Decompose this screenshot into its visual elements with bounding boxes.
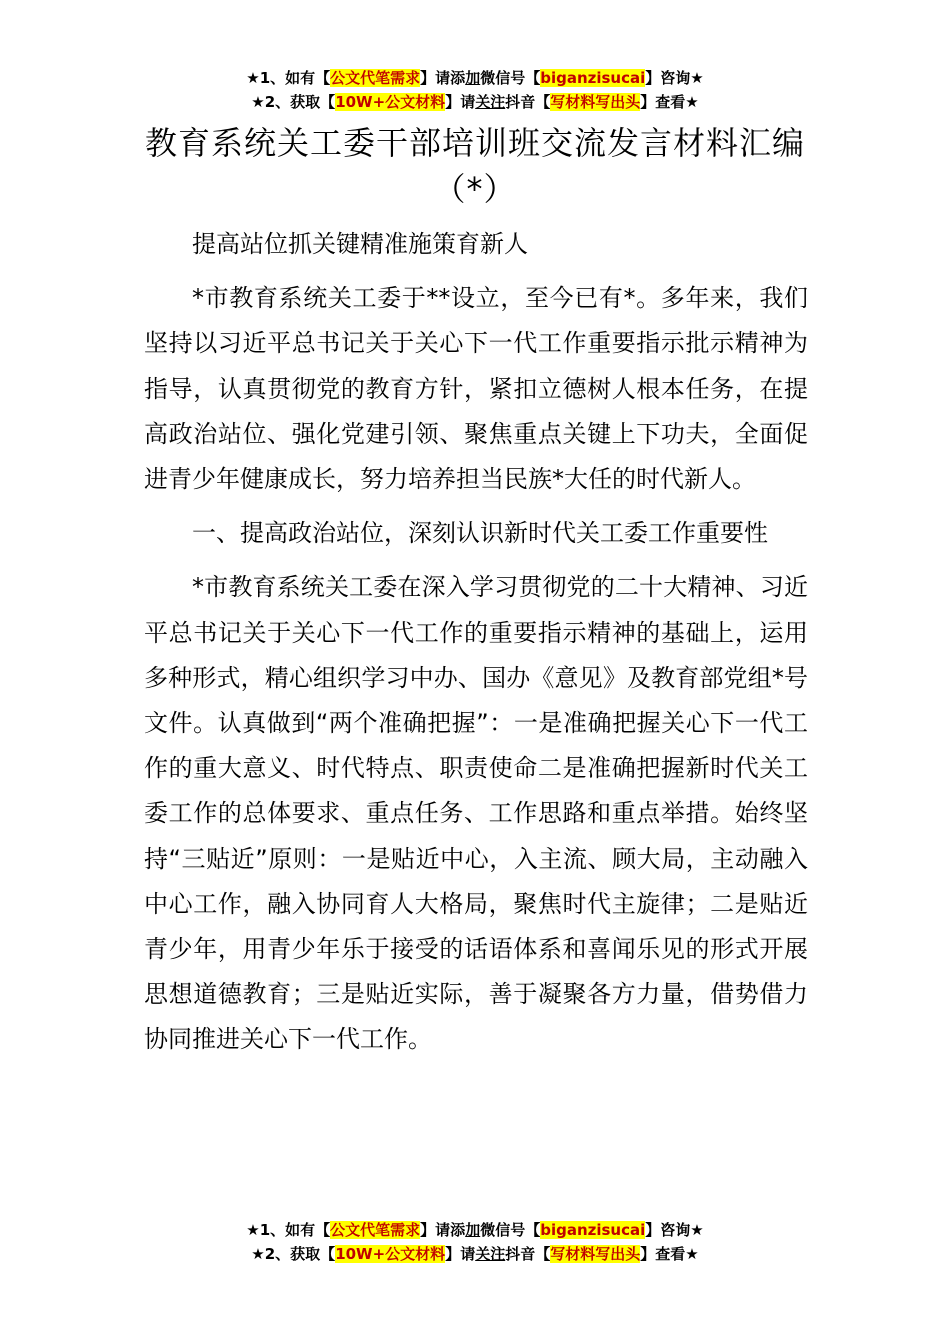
promo-line-1: ★1、如有【公文代笔需求】请添加微信号【biganzisucai】咨询★ <box>246 69 704 87</box>
wechat-id-highlight: biganzisucai <box>540 1221 646 1239</box>
top-promo-banner <box>0 66 950 114</box>
promo-line-2: ★2、获取【10W+公文材料】请关注抖音【写材料写出头】查看★ <box>251 93 699 111</box>
paragraph-intro: *市教育系统关工委于**设立，至今已有*。多年来，我们坚持以习近平总书记关于关心下一代工作重要指示批示精神为指导，认真贯彻党的教育方针，紧扣立德树人根本任务，在提高政治站位、强化党建引领、聚焦重点关键上下功夫，全面促进青少年健康成长，努力培养担当民族*大任的时代新人。 <box>144 284 808 494</box>
bottom-promo-banner <box>0 1218 950 1266</box>
paragraph-section-1: *市教育系统关工委在深入学习贯彻党的二十大精神、习近平总书记关于关心下一代工作的重要指示精神的基础上，运用多种形式，精心组织学习中办、国办《意见》及教育部党组*号文件。认真做到“两个准确把握”：一是准确把握关心下一代工作的重大意义、时代特点、职责使命二是准确把握新时代关工委工作的总体要求、重点任务、工作思路和重点举措。始终坚持“三贴近”原则：一是贴近中心，入主流、顾大局，主动融入中心工作，融入协同育人大格局，聚焦时代主旋律；二是贴近青少年，用青少年乐于接受的话语体系和喜闻乐见的形式开展思想道德教育；三是贴近实际，善于凝聚各方力量，借势借力协同推进关心下一代工作。 <box>144 573 808 1054</box>
ghostwriting-highlight: 公文代笔需求 <box>330 1221 421 1239</box>
document-title: 教育系统关工委干部培训班交流发言材料汇编（*） <box>144 124 805 208</box>
promo-line-2: ★2、获取【10W+公文材料】请关注抖音【写材料写出头】查看★ <box>251 1245 699 1263</box>
ghostwriting-highlight: 公文代笔需求 <box>330 69 421 87</box>
document-body <box>144 222 808 1072</box>
douyin-highlight: 写材料写出头 <box>550 1245 641 1263</box>
douyin-highlight: 写材料写出头 <box>550 93 641 111</box>
promo-line-1: ★1、如有【公文代笔需求】请添加微信号【biganzisucai】咨询★ <box>246 1221 704 1239</box>
section-heading-1: 一、提高政治站位，深刻认识新时代关工委工作重要性 <box>192 519 768 548</box>
materials-highlight: 10W+公文材料 <box>335 93 446 111</box>
document-subtitle: 提高站位抓关键精准施策育新人 <box>192 230 528 258</box>
materials-highlight: 10W+公文材料 <box>335 1245 446 1263</box>
wechat-id-highlight: biganzisucai <box>540 69 646 87</box>
